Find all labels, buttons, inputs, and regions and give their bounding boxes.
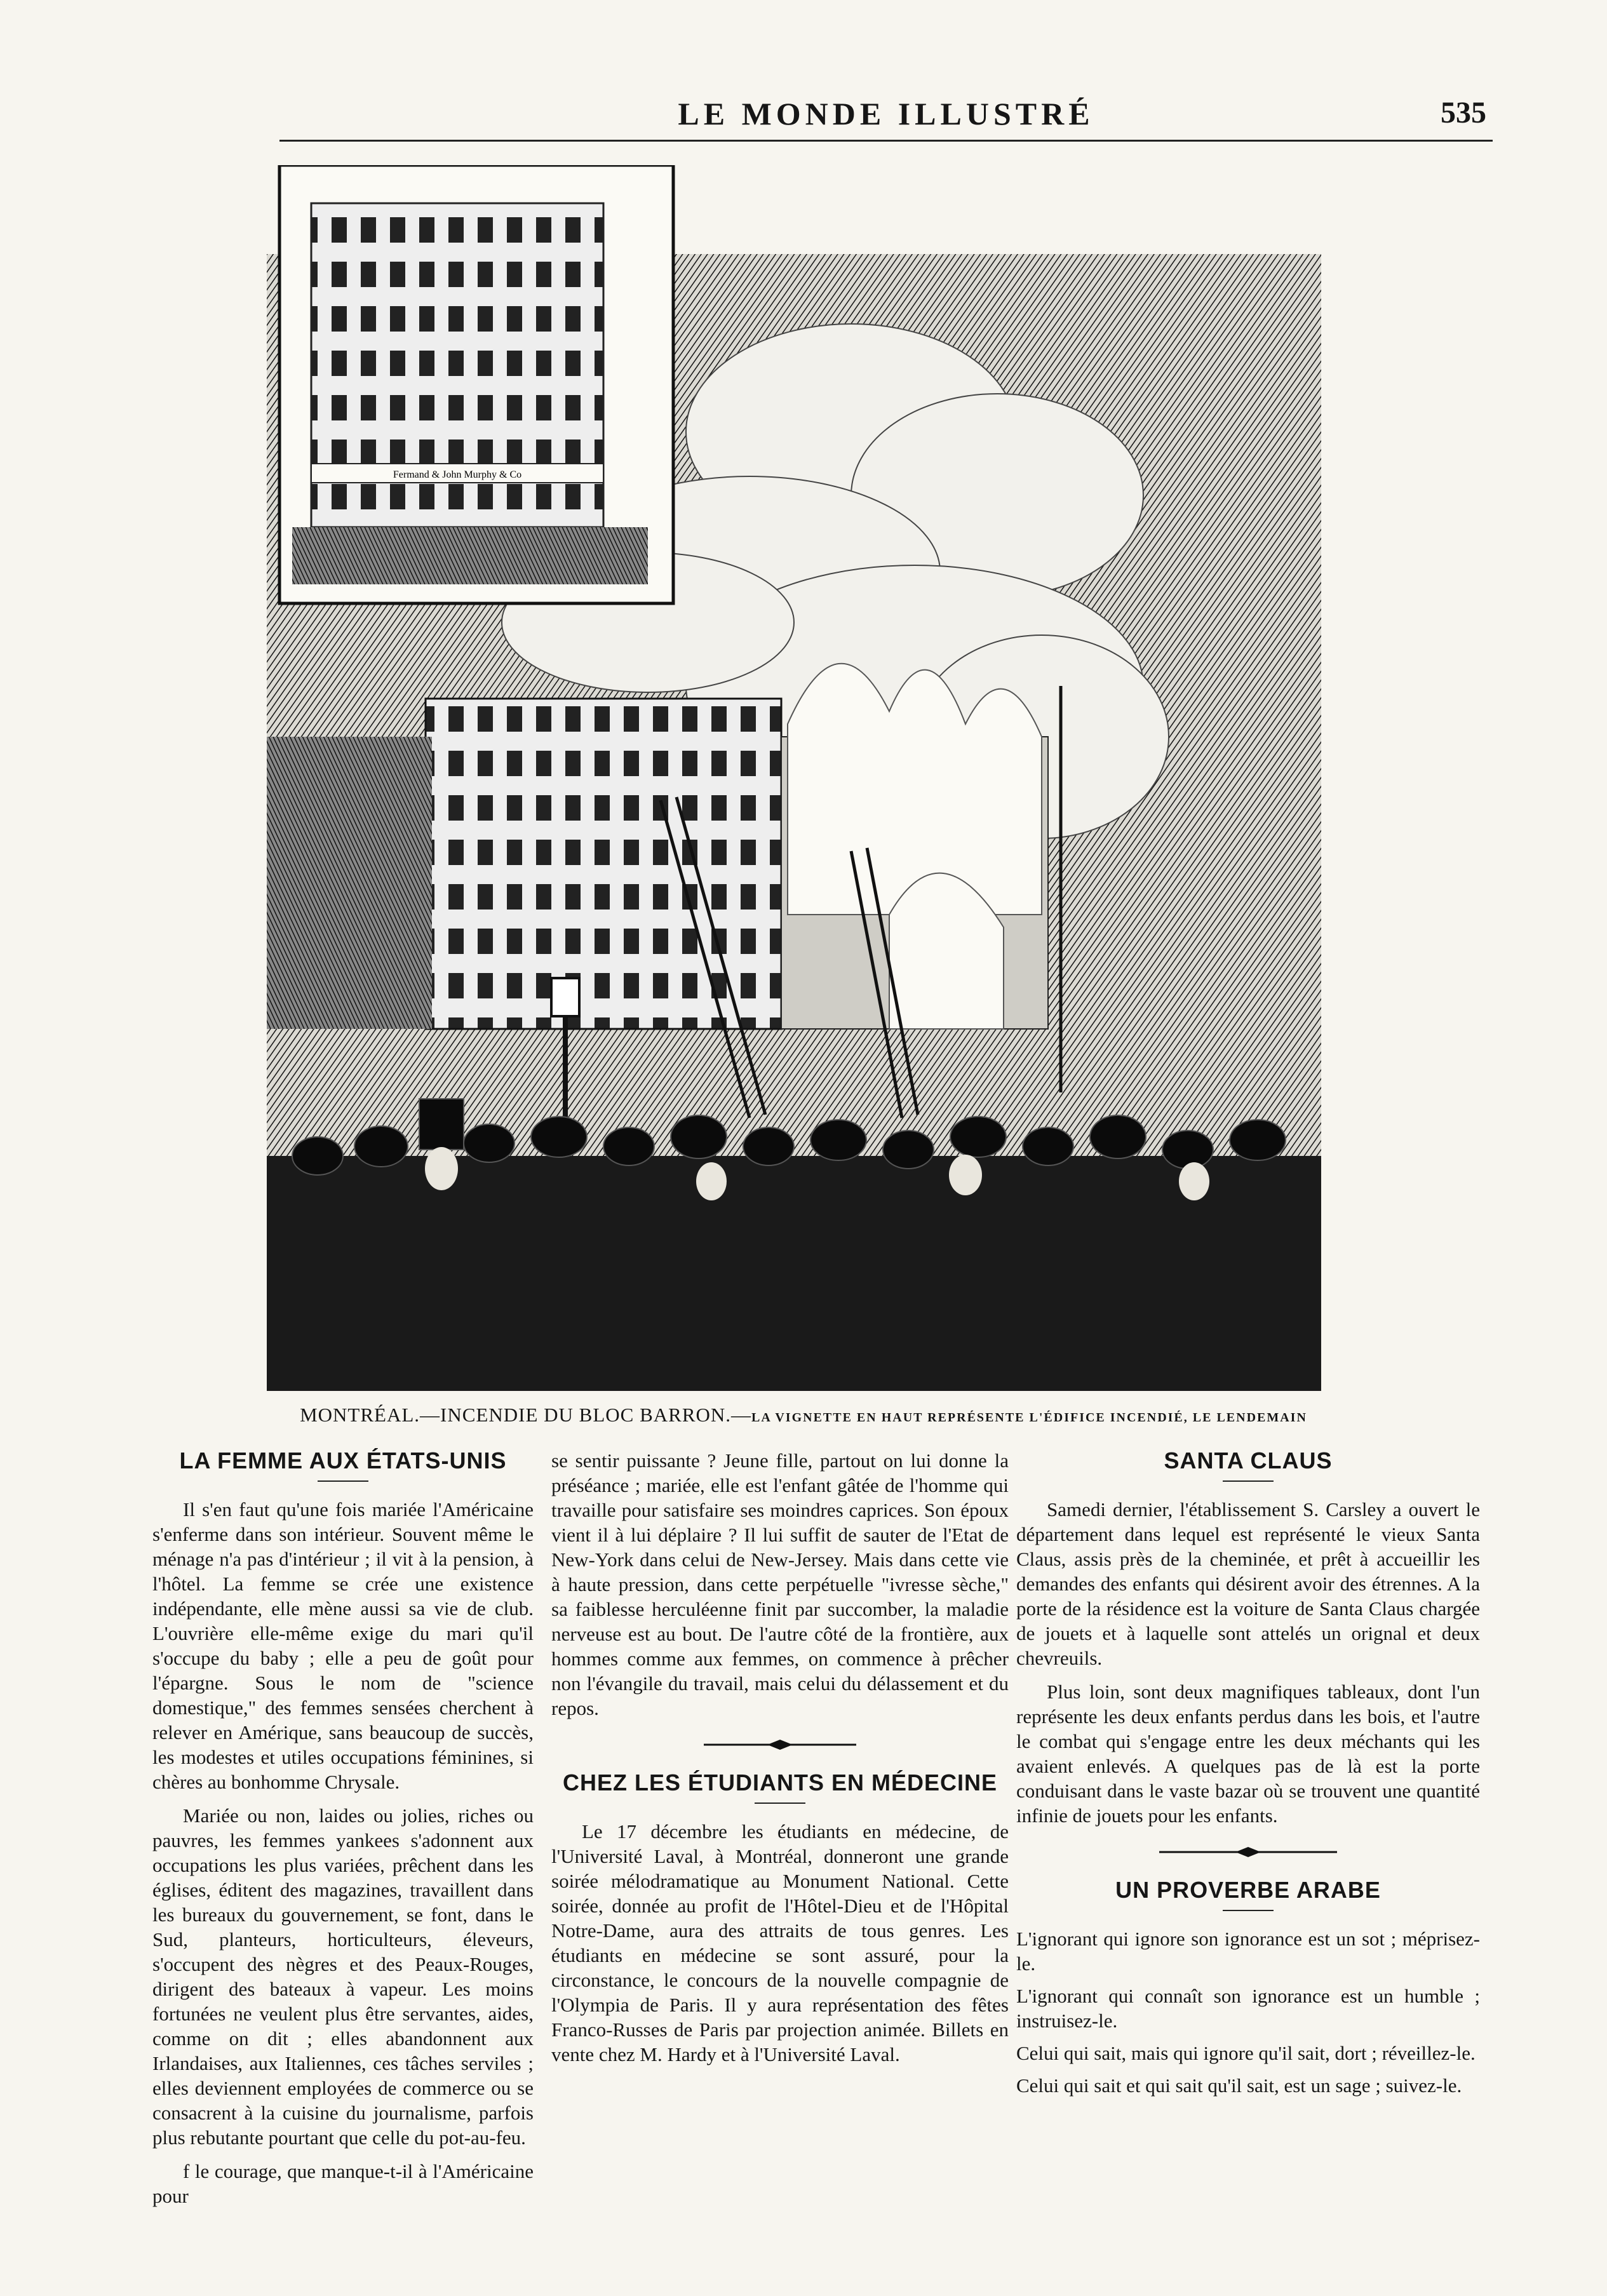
column-2 [551, 1448, 1009, 2076]
proverb-line: L'ignorant qui ignore son ignorance est un sot ; méprisez-le. [1016, 1928, 1480, 1975]
proverb-list [1016, 1926, 1480, 2098]
proverb-line: Celui qui sait et qui sait qu'il sait, est un sage ; suivez-le. [1016, 2074, 1462, 2097]
figure-caption [191, 1404, 1416, 1427]
inset-vignette [279, 165, 673, 603]
proverb-line: Celui qui sait, mais qui ignore qu'il sait, dort ; réveillez-le. [1016, 2042, 1476, 2064]
article-title-santa: SANTA CLAUS [1164, 1447, 1333, 1474]
fire-illustration [267, 165, 1321, 1391]
article-paragraph: Le 17 décembre les étudiants en médecine, de l'Université Laval, à Montréal, donneront une grande soirée mélodramatique au Monument National. Cette soirée, donnée au profit de l'Hôtel-Dieu et de l'Hôpital Notre-Dame, aura des attraits de tous genres. Les étudiants en médecine se sont assuré, pour la circonstance, le concours de la nouvelle compagnie de l'Olympia de Paris. Il y aura représentation des fêtes Franco-Russes de Paris par projection animée. Billets en vente chez M. Hardy et à l'Université Laval. [551, 1820, 1009, 2065]
article-paragraph: Samedi dernier, l'établissement S. Carsley a ouvert le département dans lequel est représenté le vieux Santa Claus, assis près de la cheminée, et prêt à accueillir les demandes des enfants qui désirent avoir des étrennes. A la porte de la résidence est la voiture de Santa Claus chargée de jouets et à laquelle sont attelés un orignal et deux chevreuils. [1016, 1498, 1480, 1669]
article-paragraph: se sentir puissante ? Jeune fille, partout on lui donne la préséance ; mariée, elle est l'enfant gâtée de l'homme qui travaille pour satisfaire ses moindres caprices. Son époux vient il à lui déplaire ? Il lui suffit de sauter de l'Etat de New-York dans celui de New-Jersey. Mais dans cette vie à haute pression, dans cette perpétuelle "ivresse sèche," sa faiblesse herculéenne finit par succomber, la maladie nerveuse est au bout. De l'autre côté de la frontière, aux hommes comme aux femmes, on commence à prêcher non l'évangile du travail, mais celui du délassement et du repos. [551, 1449, 1009, 1719]
article-title-femme: LA FEMME AUX ÉTATS-UNIS [179, 1447, 507, 1474]
article-paragraph: Plus loin, sont deux magnifiques tableaux, dont l'un représente les deux enfants perdus dans les bois, et l'autre le combat qui s'engage entre les deux méchants qui les avaient enlevés. A quelques pas de là est la porte conduisant dans le vaste bazar où se trouvent une quantité infinie de jouets pour les enfants. [1016, 1681, 1480, 1827]
masthead-title: LE MONDE ILLUSTRÉ [678, 96, 1094, 131]
article-paragraph: f le courage, que manque-t-il à l'Américaine pour [152, 2160, 534, 2207]
article-title-etudiants: CHEZ LES ÉTUDIANTS EN MÉDECINE [562, 1769, 998, 1796]
page-header [279, 95, 1493, 142]
page-number: 535 [1441, 96, 1486, 130]
ornament-divider [697, 1738, 863, 1751]
caption-main: MONTRÉAL.—INCENDIE DU BLOC BARRON.— [300, 1404, 752, 1426]
proverb-line: L'ignorant qui connaît son ignorance est un humble ; instruisez-le. [1016, 1985, 1480, 2032]
column-1 [152, 1448, 534, 2217]
title-rule [1223, 1480, 1274, 1482]
inset-sign-text: Fermand & John Murphy & Co [393, 469, 522, 480]
title-rule [1223, 1910, 1274, 1911]
article-paragraph: Mariée ou non, laides ou jolies, riches ou pauvres, les femmes yankees s'adonnent aux occupations les plus variées, prêchent dans les églises, éditent des magazines, travaillent dans les bureaux du gouvernement, se font, dans le Sud, planteurs, horticulteurs, éleveurs, s'occupent des nègres et des Peaux-Rouges, dirigent des bateaux à vapeur. Les moins fortunées ne veulent plus être servantes, aides, comme on dit ; elles abandonnent aux Irlandaises, aux Italiennes, ces tâches serviles ; elles deviennent employées de commerce ou se consacrent à la cuisine du journalisme, parfois plus rebutante pourtant que celle du pot-au-feu. [152, 1804, 534, 2149]
title-rule [755, 1803, 805, 1804]
ornament-divider [1153, 1846, 1343, 1858]
article-paragraph: Il s'en faut qu'une fois mariée l'Américaine s'enferme dans son intérieur. Souvent même le ménage n'a pas d'intérieur ; il vit à la pension, à l'hôtel. La femme se crée une existence indépendante, elle mène aussi sa vie de club. L'ouvrière elle-même exige du mari qu'il s'occupe du baby ; elle a peu de goût pour l'épargne. Sous le nom de "science domestique," des femmes sensées cherchent à relever en Amérique, sans beaucoup de succès, les modestes et utiles occupations féminines, si chères au bonhomme Chrysale. [152, 1498, 534, 1793]
column-3 [1016, 1448, 1480, 2105]
caption-sub: LA VIGNETTE EN HAUT REPRÉSENTE L'ÉDIFICE INCENDIÉ, LE LENDEMAIN [751, 1411, 1307, 1425]
article-title-proverbe: UN PROVERBE ARABE [1115, 1877, 1381, 1903]
title-rule [318, 1480, 368, 1482]
